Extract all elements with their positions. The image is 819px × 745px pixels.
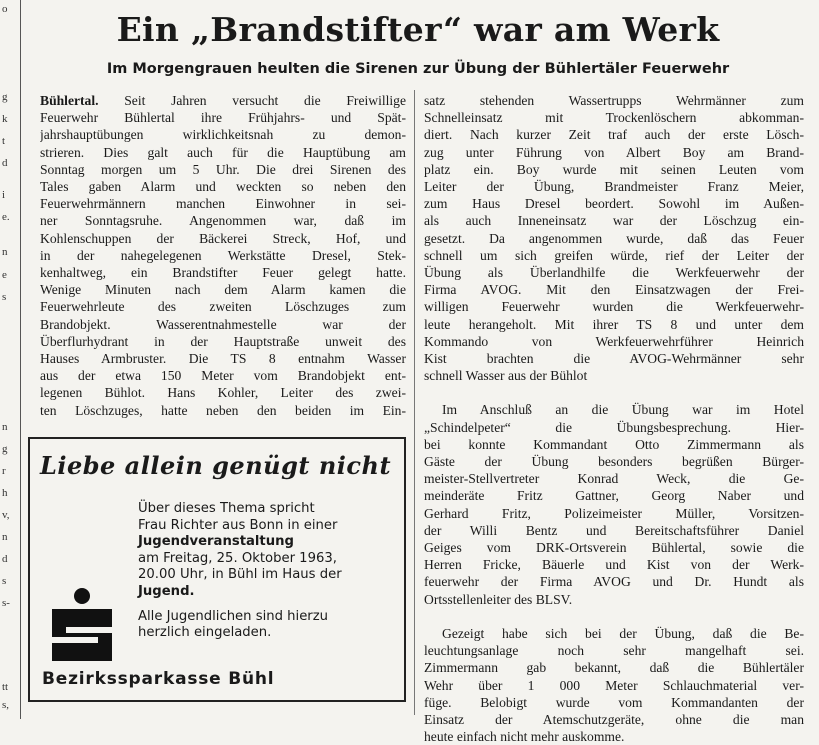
margin-fragment: t [2,135,6,147]
margin-fragment: e [2,269,7,281]
margin-fragment: e. [2,211,10,223]
article-line: schnell um sich greifen würde, rief der Leiter der [424,247,804,263]
article-line: Sonntag morgen um 5 Uhr. Die drei Sirenen des [40,161,406,177]
paragraph-gap [424,384,804,401]
article-line: Feuerwehrmännern manchen Einwohner in sei- [40,196,406,212]
article-line: Wenige Minuten nach dem Alarm kamen die [40,282,406,298]
article-line: Kohlenschuppen der Bäckerei Streck, Hof, und [40,230,406,246]
article-line: zug unter Führung von Albert Boy am Brand- [424,144,804,160]
sparkasse-advertisement [28,437,406,702]
paragraph-gap [424,608,804,625]
article-line: Übung als Überlandhilfe die Werkfeuerwehr der [424,265,804,281]
article-line: Kist brachten die AVOG-Wehrmänner sehr [424,351,804,367]
article-line: Zimmermann gab bekannt, daß die Bühlertäler [424,660,804,676]
margin-fragment: k [2,113,8,125]
ad-line: 20.00 Uhr, in Bühl im Haus der [138,567,342,583]
article-line: heute einfach nicht mehr auskomme. [424,729,625,745]
article-line: kenhaltweg, ein Brandstifter Feuer gelegt hatte. [40,265,406,281]
article-line: ten Löschzuges, hatte neben den beiden im Ein- [40,402,406,418]
article-line: strieren. Dies galt auch für die Hauptübung am [40,144,406,160]
ad-line: Jugendveranstaltung [138,534,294,550]
article-line: Hauses Armbruster. Die TS 8 entnahm Wasser [40,351,406,367]
subheadline: Im Morgengrauen heulten die Sirenen zur Übung der Bühlertäler Feuerwehr [106,61,730,77]
ad-line: Frau Richter aus Bonn in einer [138,517,338,533]
article-line: Kommando von Werkfeuerwehrführer Heinrich [424,333,804,349]
article-line: Geiges vom DRK-Ortsverein Bühlertal, sowie die [424,540,804,556]
article-line: der Willi Bentz und Bereitschaftsführer Daniel [424,522,804,538]
margin-fragment: tt [2,681,9,693]
article-line: Ortsstellenleiter des BLSV. [424,591,573,607]
margin-fragment: v, [2,509,10,521]
article-line: feuerwehr der Firma AVOG und Dr. Hundt als [424,574,804,590]
ad-title: Liebe allein genügt nicht [40,451,392,480]
margin-fragment: s [2,291,7,303]
article-line: jahrshauptübungen wirklichkeitsnah zu demon- [40,127,406,143]
article-line: Einsatz der Atemschutzgeräte, ohne die man [424,711,804,727]
margin-fragment: s [2,575,7,587]
article-line: „Schindelpeter“ die Übungsbesprechung. Hier- [424,419,804,435]
article-line: ner Sonntagsruhe. Angenommen war, daß im [40,213,406,229]
article-line: Leiter der Übung, Brandmeister Franz Meier, [424,179,804,195]
article-line: Herren Fricke, Bäuerle und Kist von der Werk- [424,557,804,573]
article-line: Gerhard Fritz, Polizeimeister Müller, Vorsitzen- [424,505,804,521]
article-line: Im Anschluß an die Übung war im Hotel [442,402,804,418]
article-column-2 [424,92,804,745]
column-rule [414,90,415,715]
article-column-1 [40,92,406,419]
margin-fragment: s, [2,699,10,711]
article-line: diert. Nach kurzer Zeit traf auch der erste Lösch- [424,127,804,143]
article-line: Gäste der Übung besonders begrüßen Bürger- [424,454,804,470]
article-line: Überflurhydrant in der Hauptstraße unweit des [40,333,406,349]
article-line: als auch Inneneinsatz war der Löschzug ein- [424,213,804,229]
article-line: Brandobjekt. Wasserentnahmestelle war der [40,316,406,332]
article-line: füge. Belobigt wurde vom Kommandanten der [424,694,804,710]
ad-footer-bank-name: Bezirkssparkasse Bühl [42,669,275,689]
article-line: leute herangeholt. Mit ihrer TS 8 und unter dem [424,316,804,332]
article-line: meister-Stellvertreter Konrad Weck, die Ge- [424,471,804,487]
margin-fragment: n [2,531,8,543]
margin-fragments [0,0,14,719]
margin-fragment: g [2,443,8,455]
column-divider [20,0,21,719]
ad-line: Jugend. [138,583,195,599]
article-line: willigen Feuerwehr wurden die Werkfeuerwehr- [424,299,804,315]
ad-line: am Freitag, 25. Oktober 1963, [138,550,337,566]
article-line: zum Haus Dresel beordert. Sowohl im Außen- [424,196,804,212]
sparkasse-s-logo-icon [46,587,118,661]
article-line: schnell Wasser aus der Bühlot [424,368,588,384]
article-line: Wehr über 1 000 Meter Schlauchmaterial ver- [424,677,804,693]
article-line: gesetzt. Da angenommen wurde, daß das Feuer [424,230,804,246]
margin-fragment: i [2,189,6,201]
article-line: Feuerwehr Bühlertal ihre Frühjahrs- und Spät- [40,110,406,126]
article-line: Tales gaben Alarm und weckten so neben den [40,179,406,195]
article-line: aus der etwa 150 Meter vom Brandobjekt ent- [40,368,406,384]
margin-fragment: g [2,91,8,103]
margin-fragment: n [2,421,8,433]
article-line: meinderäte Fritz Gattner, Georg Naber und [424,488,804,504]
article-line: Gezeigt habe sich bei der Übung, daß die Be- [442,625,804,641]
article-line: bei konnte Kommandant Otto Zimmermann als [424,436,804,452]
article-line: Schnelleinsatz mit Trockenlöschern abkomman- [424,110,804,126]
article-line: Firma AVOG. Mit den Einsatzwagen der Frei- [424,282,804,298]
margin-fragment: d [2,553,8,565]
ad-body [138,501,400,642]
article-line: satz stehenden Wassertrupps Wehrmänner zum [424,93,804,108]
margin-fragment: s- [2,597,10,609]
headline: Ein „Brandstifter“ war am Werk [116,10,720,49]
article-line: legenen Bühlot. Hans Kohler, Leiter des zwei- [40,385,406,401]
article-line: platz ein. Boy wurde mit seinen Leuten vom [424,161,804,177]
ad-line: Alle Jugendlichen sind hierzu [138,608,329,624]
ad-line: herzlich eingeladen. [138,625,272,641]
margin-fragment: h [2,487,8,499]
margin-fragment: d [2,157,8,169]
article-line: leuchtungsanlage noch sehr mangelhaft sei. [424,643,804,659]
margin-fragment: o [2,3,8,15]
margin-fragment: r [2,465,6,477]
ad-spacer [138,601,400,609]
ad-line: Über dieses Thema spricht [138,501,315,516]
dateline: Bühlertal. [40,93,99,108]
article-line: Bühlertal. Seit Jahren versucht die Freiwillige [40,93,406,108]
article-line: in der nahegelegenen Werkstätte Dresel, Stek- [40,247,406,263]
article-line: Feuerwehrleute des zweiten Löschzuges zum [40,299,406,315]
margin-fragment: n [2,246,8,258]
